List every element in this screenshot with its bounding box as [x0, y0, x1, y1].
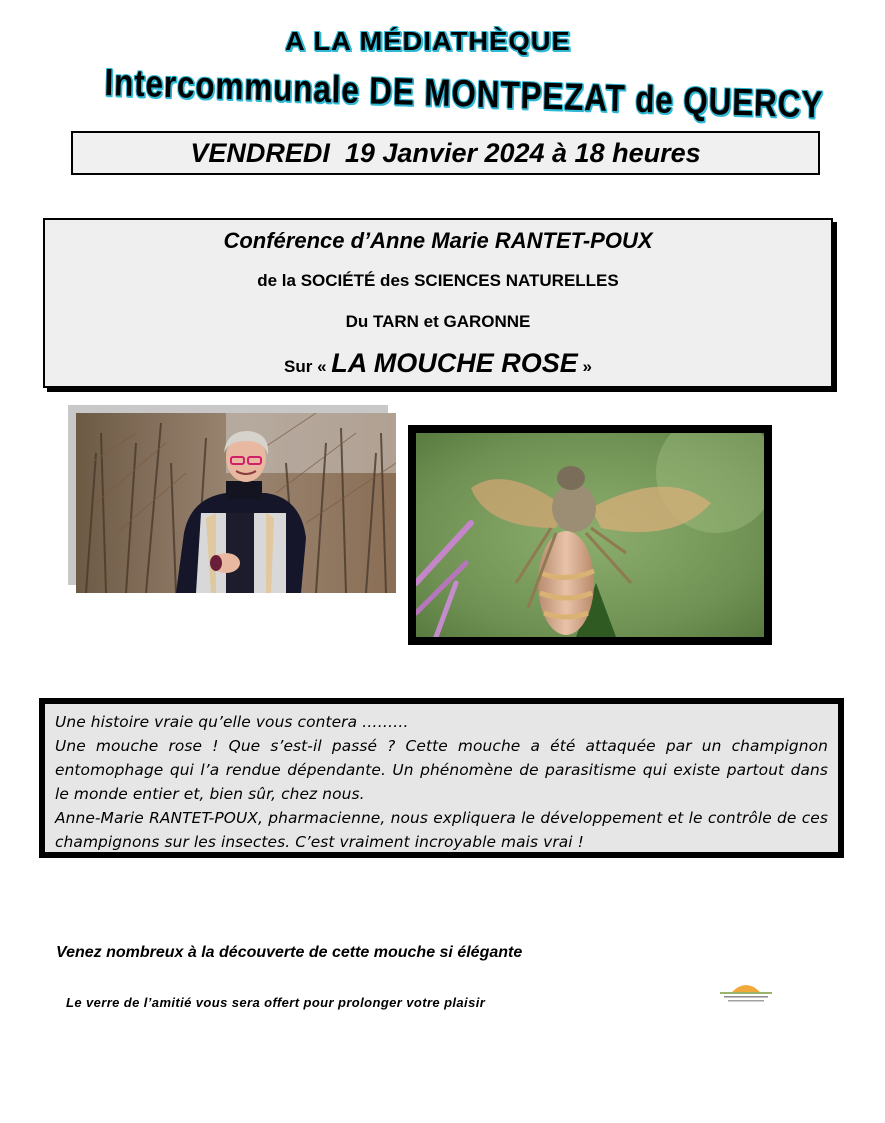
header-line-1: A LA MÉDIATHÈQUE [285, 26, 571, 56]
speaker-line: Conférence d’Anne Marie RANTET-POUX [223, 228, 653, 253]
drink-text: Le verre de l’amitié vous sera offert pour prolonger votre plaisir [66, 995, 486, 1010]
conference-box [43, 218, 833, 388]
description-intro: Une histoire vraie qu’elle vous contera ……… [55, 713, 409, 731]
date-box [71, 131, 820, 175]
speaker-photo [76, 413, 396, 593]
description-speaker: Anne-Marie RANTET-POUX, pharmacienne, nous expliquera le développement et le contrôle de ces champignons sur les insectes. C’est vraiment incroyable mais vrai ! [55, 809, 828, 851]
topic-title: LA MOUCHE ROSE [331, 348, 578, 378]
event-date: VENDREDI 19 Janvier 2024 à 18 heures [190, 137, 701, 168]
header-line-2: Intercommunale DE MONTPEZAT de QUERCY [104, 62, 824, 127]
topic-prefix: Sur « [284, 357, 332, 376]
topic-line [45, 348, 831, 379]
society-line-2: Du TARN et GARONNE [345, 312, 531, 331]
description-box [39, 698, 844, 858]
fly-photo-frame [408, 425, 772, 645]
topic-suffix: » [577, 357, 592, 376]
sun-logo-icon [714, 978, 778, 1008]
fly-photo [416, 433, 764, 637]
invitation-text: Venez nombreux à la découverte de cette mouche si élégante [56, 944, 523, 961]
society-line-1: de la SOCIÉTÉ des SCIENCES NATURELLES [257, 271, 619, 290]
description-body: Une mouche rose ! Que s’est-il passé ? Cette mouche a été attaquée par un champignon entomophage qui l’a rendue dépendante. Un phénomène de parasitisme qui existe partout dans le monde entier et, bien sûr, chez nous. [55, 737, 828, 803]
